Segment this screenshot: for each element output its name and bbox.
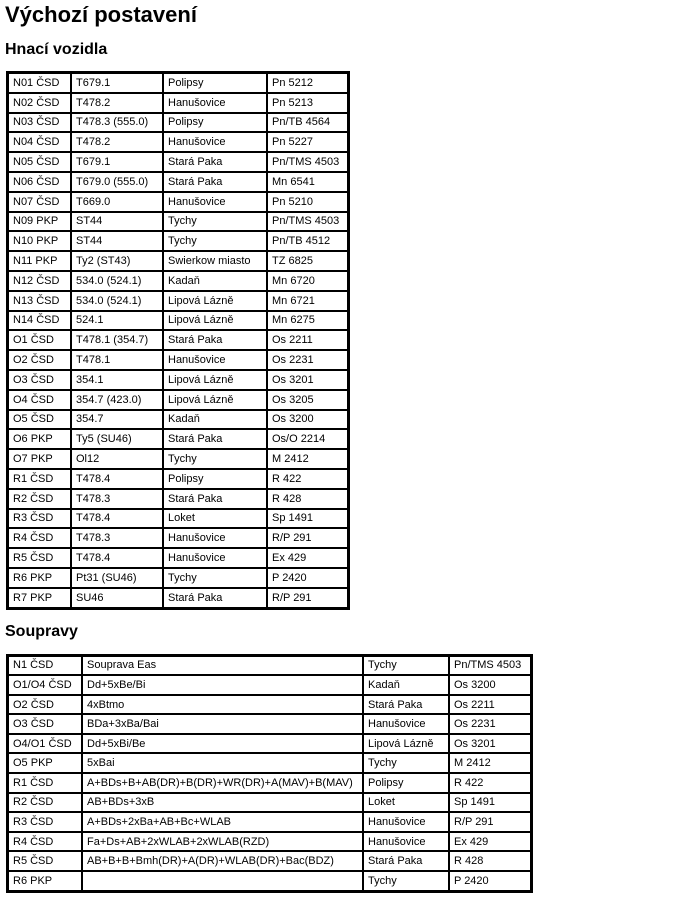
id-cell: O3 ČSD xyxy=(8,370,71,390)
locomotive-row xyxy=(8,113,348,133)
id-cell: R5 ČSD xyxy=(8,851,82,871)
train-cell: Pn/TMS 4503 xyxy=(449,656,531,676)
type-cell: 4xBtmo xyxy=(82,695,363,715)
type-cell: A+BDs+2xBa+AB+Bc+WLAB xyxy=(82,812,363,832)
trainset-row xyxy=(8,753,531,773)
locomotive-row xyxy=(8,528,348,548)
station-cell: Tychy xyxy=(363,753,449,773)
station-cell: Hanušovice xyxy=(363,812,449,832)
type-cell: A+BDs+B+AB(DR)+B(DR)+WR(DR)+A(MAV)+B(MAV) xyxy=(82,773,363,793)
station-cell: Polipsy xyxy=(363,773,449,793)
locomotive-row xyxy=(8,489,348,509)
id-cell: O7 PKP xyxy=(8,449,71,469)
train-cell: P 2420 xyxy=(449,871,531,891)
id-cell: O2 ČSD xyxy=(8,350,71,370)
train-cell: Ex 429 xyxy=(267,548,348,568)
id-cell: O4/O1 ČSD xyxy=(8,734,82,754)
type-cell: 534.0 (524.1) xyxy=(71,291,163,311)
type-cell: Ty2 (ST43) xyxy=(71,251,163,271)
station-cell: Tychy xyxy=(163,231,267,251)
id-cell: R1 ČSD xyxy=(8,469,71,489)
id-cell: R5 ČSD xyxy=(8,548,71,568)
station-cell: Stará Paka xyxy=(163,152,267,172)
type-cell: T478.1 xyxy=(71,350,163,370)
locomotive-row xyxy=(8,172,348,192)
train-cell: R/P 291 xyxy=(267,528,348,548)
station-cell: Polipsy xyxy=(163,113,267,133)
train-cell: Os 3200 xyxy=(267,410,348,430)
trainset-row xyxy=(8,871,531,891)
train-cell: Os/O 2214 xyxy=(267,429,348,449)
type-cell: T478.2 xyxy=(71,93,163,113)
train-cell: R 428 xyxy=(267,489,348,509)
station-cell: Tychy xyxy=(163,568,267,588)
type-cell: T478.1 (354.7) xyxy=(71,330,163,350)
type-cell: ST44 xyxy=(71,231,163,251)
locomotive-row xyxy=(8,370,348,390)
id-cell: N05 ČSD xyxy=(8,152,71,172)
locomotive-row xyxy=(8,568,348,588)
locomotive-row xyxy=(8,350,348,370)
train-cell: P 2420 xyxy=(267,568,348,588)
station-cell: Stará Paka xyxy=(163,330,267,350)
type-cell: 354.7 (423.0) xyxy=(71,390,163,410)
station-cell: Hanušovice xyxy=(163,192,267,212)
station-cell: Kadaň xyxy=(363,675,449,695)
id-cell: N10 PKP xyxy=(8,231,71,251)
section-heading-locomotives: Hnací vozidla xyxy=(5,41,108,58)
station-cell: Swierkow miasto xyxy=(163,251,267,271)
trainset-row xyxy=(8,812,531,832)
station-cell: Hanušovice xyxy=(163,93,267,113)
id-cell: R2 ČSD xyxy=(8,489,71,509)
type-cell: Fa+Ds+AB+2xWLAB+2xWLAB(RZD) xyxy=(82,832,363,852)
page-title: Výchozí postavení xyxy=(5,2,197,27)
train-cell: R 422 xyxy=(449,773,531,793)
locomotive-row xyxy=(8,311,348,331)
locomotive-row xyxy=(8,469,348,489)
type-cell: T478.2 xyxy=(71,132,163,152)
train-cell: M 2412 xyxy=(267,449,348,469)
section-heading-trainsets: Soupravy xyxy=(5,622,78,640)
train-cell: Pn/TMS 4503 xyxy=(267,212,348,232)
station-cell: Tychy xyxy=(363,871,449,891)
id-cell: R6 PKP xyxy=(8,871,82,891)
train-cell: Os 3200 xyxy=(449,675,531,695)
station-cell: Stará Paka xyxy=(163,489,267,509)
train-cell: Os 3205 xyxy=(267,390,348,410)
type-cell: T669.0 xyxy=(71,192,163,212)
type-cell: T478.3 (555.0) xyxy=(71,113,163,133)
station-cell: Stará Paka xyxy=(363,695,449,715)
station-cell: Stará Paka xyxy=(163,588,267,608)
id-cell: R3 ČSD xyxy=(8,509,71,529)
train-cell: Pn 5227 xyxy=(267,132,348,152)
station-cell: Loket xyxy=(363,793,449,813)
train-cell: Mn 6721 xyxy=(267,291,348,311)
locomotive-row xyxy=(8,231,348,251)
type-cell: 354.1 xyxy=(71,370,163,390)
id-cell: O1 ČSD xyxy=(8,330,71,350)
id-cell: R1 ČSD xyxy=(8,773,82,793)
id-cell: N02 ČSD xyxy=(8,93,71,113)
station-cell: Kadaň xyxy=(163,271,267,291)
locomotive-row xyxy=(8,192,348,212)
station-cell: Loket xyxy=(163,509,267,529)
station-cell: Hanušovice xyxy=(363,714,449,734)
station-cell: Tychy xyxy=(363,656,449,676)
locomotive-row xyxy=(8,429,348,449)
type-cell: SU46 xyxy=(71,588,163,608)
id-cell: O6 PKP xyxy=(8,429,71,449)
station-cell: Polipsy xyxy=(163,469,267,489)
id-cell: N06 ČSD xyxy=(8,172,71,192)
type-cell: 5xBai xyxy=(82,753,363,773)
id-cell: N13 ČSD xyxy=(8,291,71,311)
type-cell: Ty5 (SU46) xyxy=(71,429,163,449)
type-cell: T679.0 (555.0) xyxy=(71,172,163,192)
trainset-row xyxy=(8,832,531,852)
id-cell: N04 ČSD xyxy=(8,132,71,152)
locomotive-row xyxy=(8,588,348,608)
train-cell: Ex 429 xyxy=(449,832,531,852)
id-cell: R4 ČSD xyxy=(8,832,82,852)
id-cell: N1 ČSD xyxy=(8,656,82,676)
type-cell: Souprava Eas xyxy=(82,656,363,676)
locomotive-row xyxy=(8,390,348,410)
locomotive-row xyxy=(8,132,348,152)
type-cell: 534.0 (524.1) xyxy=(71,271,163,291)
locomotive-row xyxy=(8,509,348,529)
trainset-row xyxy=(8,695,531,715)
train-cell: Os 2231 xyxy=(267,350,348,370)
train-cell: Mn 6541 xyxy=(267,172,348,192)
station-cell: Kadaň xyxy=(163,410,267,430)
id-cell: N11 PKP xyxy=(8,251,71,271)
id-cell: O4 ČSD xyxy=(8,390,71,410)
locomotive-row xyxy=(8,410,348,430)
train-cell: Pn 5210 xyxy=(267,192,348,212)
type-cell: 524.1 xyxy=(71,311,163,331)
locomotive-row xyxy=(8,251,348,271)
station-cell: Hanušovice xyxy=(363,832,449,852)
train-cell: Pn/TB 4512 xyxy=(267,231,348,251)
trainset-row xyxy=(8,851,531,871)
station-cell: Lipová Lázně xyxy=(163,311,267,331)
station-cell: Stará Paka xyxy=(163,172,267,192)
id-cell: N07 ČSD xyxy=(8,192,71,212)
train-cell: TZ 6825 xyxy=(267,251,348,271)
type-cell: AB+B+B+Bmh(DR)+A(DR)+WLAB(DR)+Bac(BDZ) xyxy=(82,851,363,871)
train-cell: Os 3201 xyxy=(267,370,348,390)
station-cell: Hanušovice xyxy=(163,132,267,152)
id-cell: R4 ČSD xyxy=(8,528,71,548)
type-cell: ST44 xyxy=(71,212,163,232)
type-cell xyxy=(82,871,363,891)
type-cell: 354.7 xyxy=(71,410,163,430)
trainset-row xyxy=(8,656,531,676)
type-cell: T478.4 xyxy=(71,548,163,568)
station-cell: Stará Paka xyxy=(163,429,267,449)
train-cell: Os 3201 xyxy=(449,734,531,754)
id-cell: O3 ČSD xyxy=(8,714,82,734)
type-cell: AB+BDs+3xB xyxy=(82,793,363,813)
id-cell: O1/O4 ČSD xyxy=(8,675,82,695)
locomotive-row xyxy=(8,152,348,172)
train-cell: Pn/TMS 4503 xyxy=(267,152,348,172)
type-cell: T679.1 xyxy=(71,152,163,172)
id-cell: O5 ČSD xyxy=(8,410,71,430)
type-cell: Ol12 xyxy=(71,449,163,469)
train-cell: R/P 291 xyxy=(449,812,531,832)
type-cell: Dd+5xBe/Bi xyxy=(82,675,363,695)
id-cell: N14 ČSD xyxy=(8,311,71,331)
train-cell: Sp 1491 xyxy=(449,793,531,813)
id-cell: R7 PKP xyxy=(8,588,71,608)
trainset-row xyxy=(8,675,531,695)
type-cell: BDa+3xBa/Bai xyxy=(82,714,363,734)
id-cell: R2 ČSD xyxy=(8,793,82,813)
train-cell: Pn 5212 xyxy=(267,73,348,93)
locomotive-row xyxy=(8,93,348,113)
type-cell: T478.4 xyxy=(71,469,163,489)
id-cell: N01 ČSD xyxy=(8,73,71,93)
train-cell: R 428 xyxy=(449,851,531,871)
train-cell: M 2412 xyxy=(449,753,531,773)
locomotive-row xyxy=(8,212,348,232)
id-cell: N09 PKP xyxy=(8,212,71,232)
station-cell: Tychy xyxy=(163,212,267,232)
type-cell: T478.3 xyxy=(71,489,163,509)
station-cell: Stará Paka xyxy=(363,851,449,871)
type-cell: T679.1 xyxy=(71,73,163,93)
station-cell: Hanušovice xyxy=(163,350,267,370)
locomotive-row xyxy=(8,548,348,568)
trainset-row xyxy=(8,773,531,793)
id-cell: O2 ČSD xyxy=(8,695,82,715)
trainset-row xyxy=(8,734,531,754)
station-cell: Lipová Lázně xyxy=(163,370,267,390)
id-cell: R3 ČSD xyxy=(8,812,82,832)
train-cell: Os 2231 xyxy=(449,714,531,734)
type-cell: T478.4 xyxy=(71,509,163,529)
locomotive-row xyxy=(8,271,348,291)
train-cell: Pn 5213 xyxy=(267,93,348,113)
station-cell: Lipová Lázně xyxy=(163,390,267,410)
train-cell: Os 2211 xyxy=(267,330,348,350)
id-cell: O5 PKP xyxy=(8,753,82,773)
locomotive-row xyxy=(8,330,348,350)
train-cell: R 422 xyxy=(267,469,348,489)
id-cell: N03 ČSD xyxy=(8,113,71,133)
station-cell: Polipsy xyxy=(163,73,267,93)
station-cell: Lipová Lázně xyxy=(163,291,267,311)
train-cell: Pn/TB 4564 xyxy=(267,113,348,133)
station-cell: Hanušovice xyxy=(163,528,267,548)
type-cell: Pt31 (SU46) xyxy=(71,568,163,588)
train-cell: Sp 1491 xyxy=(267,509,348,529)
station-cell: Hanušovice xyxy=(163,548,267,568)
trainset-row xyxy=(8,793,531,813)
locomotive-row xyxy=(8,449,348,469)
type-cell: T478.3 xyxy=(71,528,163,548)
trainsets-table xyxy=(6,654,533,893)
type-cell: Dd+5xBi/Be xyxy=(82,734,363,754)
id-cell: R6 PKP xyxy=(8,568,71,588)
id-cell: N12 ČSD xyxy=(8,271,71,291)
train-cell: Mn 6720 xyxy=(267,271,348,291)
page xyxy=(0,2,683,893)
locomotive-row xyxy=(8,291,348,311)
station-cell: Lipová Lázně xyxy=(363,734,449,754)
trainset-row xyxy=(8,714,531,734)
train-cell: Mn 6275 xyxy=(267,311,348,331)
train-cell: Os 2211 xyxy=(449,695,531,715)
station-cell: Tychy xyxy=(163,449,267,469)
locomotives-table xyxy=(6,71,350,610)
train-cell: R/P 291 xyxy=(267,588,348,608)
locomotive-row xyxy=(8,73,348,93)
